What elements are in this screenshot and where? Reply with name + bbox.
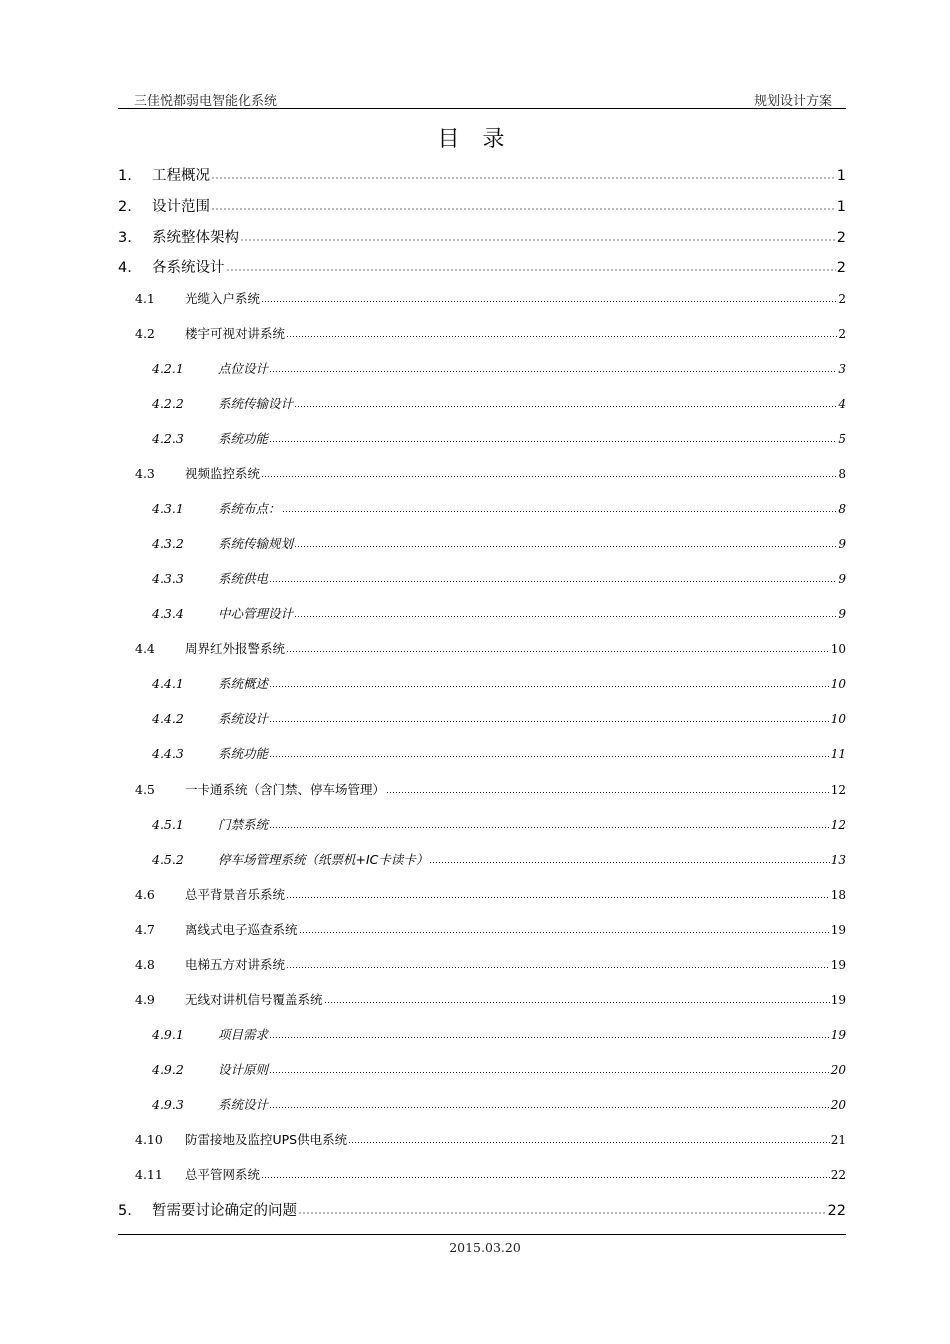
toc-dot-leader — [211, 166, 836, 181]
toc-dot-leader — [269, 746, 830, 759]
toc-entry-number: 4.5 — [135, 782, 155, 797]
toc-entry-number: 4.9.2 — [152, 1062, 184, 1077]
toc-entry[interactable] — [118, 1060, 846, 1078]
toc-entry-number: 4.3.3 — [152, 571, 184, 586]
toc-entry-number: 4.3 — [135, 466, 155, 481]
toc-entry[interactable] — [118, 534, 846, 552]
toc-entry-number: 4. — [118, 260, 132, 276]
toc-entry-page-number: 22 — [830, 1168, 846, 1182]
toc-entry-title: 暂需要讨论确定的问题 — [152, 1203, 297, 1219]
toc-dot-leader — [269, 361, 837, 374]
toc-entry-title: 系统功能 — [218, 431, 269, 446]
toc-entry[interactable] — [118, 1025, 846, 1043]
toc-entry-title: 系统概述 — [218, 676, 269, 691]
toc-entry-number: 4.7 — [135, 922, 155, 937]
toc-entry-number: 4.4.1 — [152, 676, 184, 691]
toc-entry[interactable] — [118, 1199, 846, 1220]
toc-dot-leader — [211, 197, 836, 212]
toc-entry[interactable] — [118, 780, 846, 798]
toc-entry-page-number: 10 — [830, 642, 846, 656]
toc-entry-number: 4.10 — [135, 1132, 163, 1147]
footer-rule — [118, 1234, 846, 1235]
toc-entry-number: 3. — [118, 230, 132, 246]
toc-entry-page-number: 9 — [838, 572, 846, 586]
toc-entry-page-number: 21 — [830, 1133, 846, 1147]
toc-entry-title: 中心管理设计 — [218, 606, 294, 621]
toc-entry[interactable] — [118, 639, 846, 657]
toc-entry[interactable] — [118, 674, 846, 692]
toc-dot-leader — [298, 1201, 827, 1216]
toc-entry-number: 4.3.2 — [152, 536, 184, 551]
toc-entry[interactable] — [118, 709, 846, 727]
header-project-name: 三佳悦都弱电智能化系统 — [134, 94, 278, 109]
toc-entry-number: 4.4.3 — [152, 746, 184, 761]
toc-dot-leader — [348, 1132, 830, 1145]
toc-entry-number: 4.5.2 — [152, 852, 184, 867]
toc-entry-title: 系统整体架构 — [152, 230, 239, 246]
toc-dot-leader — [269, 711, 830, 724]
toc-entry[interactable] — [118, 955, 846, 973]
toc-entry-page-number: 8 — [838, 467, 846, 481]
toc-dot-leader — [286, 641, 830, 654]
toc-entry-title: 无线对讲机信号覆盖系统 — [185, 992, 323, 1007]
toc-entry[interactable] — [118, 1095, 846, 1113]
toc-entry-title: 电梯五方对讲系统 — [185, 957, 286, 972]
toc-entry-number: 4.5.1 — [152, 817, 184, 832]
toc-entry-page-number: 13 — [830, 853, 846, 867]
toc-entry-page-number: 2 — [838, 327, 846, 341]
toc-entry[interactable] — [118, 885, 846, 903]
toc-entry-page-number: 20 — [830, 1098, 846, 1112]
toc-entry-number: 4.11 — [135, 1167, 163, 1182]
toc-dot-leader — [294, 606, 837, 619]
toc-entry[interactable] — [118, 226, 846, 247]
toc-entry-page-number: 2 — [836, 230, 846, 246]
toc-entry-title: 离线式电子巡查系统 — [185, 922, 298, 937]
toc-entry-page-number: 19 — [830, 1028, 846, 1042]
toc-entry-number: 4.2 — [135, 326, 155, 341]
toc-dot-leader — [299, 922, 830, 935]
toc-entry-number: 5. — [118, 1203, 132, 1219]
toc-entry-title: 门禁系统 — [218, 817, 269, 832]
toc-dot-leader — [294, 536, 837, 549]
toc-entry-page-number: 20 — [830, 1063, 846, 1077]
toc-entry-title: 总平管网系统 — [185, 1167, 261, 1182]
toc-entry[interactable] — [118, 464, 846, 482]
toc-entry[interactable] — [118, 164, 846, 185]
toc-entry-page-number: 1 — [836, 199, 846, 215]
toc-entry-title: 总平背景音乐系统 — [185, 887, 286, 902]
toc-dot-leader — [261, 1167, 830, 1180]
toc-entry-page-number: 10 — [830, 677, 846, 691]
toc-entry-title: 视频监控系统 — [185, 466, 261, 481]
toc-entry-page-number: 22 — [827, 1203, 846, 1219]
toc-entry[interactable] — [118, 1130, 846, 1148]
toc-entry-title: 各系统设计 — [152, 260, 225, 276]
toc-entry-number: 4.4 — [135, 641, 155, 656]
toc-dot-leader — [286, 326, 837, 339]
toc-entry-page-number: 11 — [830, 747, 846, 761]
toc-entry[interactable] — [118, 289, 846, 307]
header-rule — [118, 108, 846, 109]
toc-entry-page-number: 9 — [838, 537, 846, 551]
toc-entry-title: 工程概况 — [152, 168, 210, 184]
toc-entry[interactable] — [118, 324, 846, 342]
toc-entry-title: 设计范围 — [152, 199, 210, 215]
toc-entry-title: 系统传输设计 — [218, 396, 294, 411]
toc-entry-number: 4.9 — [135, 992, 155, 1007]
toc-entry[interactable] — [118, 1165, 846, 1183]
toc-dot-leader — [286, 957, 830, 970]
toc-entry[interactable] — [118, 850, 846, 868]
toc-entry-title: 系统布点： — [218, 501, 281, 516]
toc-entry-title: 系统设计 — [218, 711, 269, 726]
toc-entry-page-number: 19 — [830, 923, 846, 937]
toc-dot-leader — [261, 466, 837, 479]
toc-entry-page-number: 12 — [830, 783, 846, 797]
toc-entry-page-number: 4 — [838, 397, 846, 411]
toc-entry-number: 4.9.1 — [152, 1027, 184, 1042]
toc-entry-number: 1. — [118, 168, 132, 184]
toc-entry-page-number: 18 — [830, 888, 846, 902]
header-doc-type: 规划设计方案 — [753, 94, 832, 109]
toc-entry[interactable] — [118, 920, 846, 938]
toc-entry-number: 4.4.2 — [152, 711, 184, 726]
toc-entry-page-number: 19 — [830, 993, 846, 1007]
toc-entry-title: 系统功能 — [218, 746, 269, 761]
toc-entry-number: 4.8 — [135, 957, 155, 972]
toc-entry[interactable] — [118, 569, 846, 587]
toc-dot-leader — [240, 228, 836, 243]
toc-entry-title: 系统设计 — [218, 1097, 269, 1112]
toc-dot-leader — [429, 852, 829, 865]
toc-entry-number: 2. — [118, 199, 132, 215]
toc-dot-leader — [286, 887, 830, 900]
toc-entry-title: 停车场管理系统（纸票机+IC卡读卡） — [218, 852, 429, 867]
toc-title: 目 录 — [437, 127, 513, 152]
toc-entry[interactable] — [118, 394, 846, 412]
toc-entry-page-number: 12 — [830, 818, 846, 832]
toc-dot-leader — [269, 1062, 830, 1075]
toc-entry[interactable] — [118, 499, 846, 517]
toc-entry-page-number: 2 — [838, 292, 846, 306]
toc-entry-page-number: 9 — [838, 607, 846, 621]
toc-entry[interactable] — [118, 990, 846, 1008]
toc-entry-number: 4.1 — [135, 291, 155, 306]
page-header — [118, 88, 846, 108]
toc-entry[interactable] — [118, 815, 846, 833]
toc-dot-leader — [269, 817, 830, 830]
toc-dot-leader — [282, 501, 838, 514]
toc-entry-title: 周界红外报警系统 — [185, 641, 286, 656]
toc-entry-title: 系统供电 — [218, 571, 269, 586]
toc-entry-page-number: 19 — [830, 958, 846, 972]
toc-dot-leader — [269, 676, 830, 689]
toc-entry-number: 4.2.1 — [152, 361, 184, 376]
toc-dot-leader — [226, 258, 836, 273]
toc-entry-page-number: 10 — [830, 712, 846, 726]
toc-dot-leader — [294, 396, 837, 409]
toc-entry-title: 防雷接地及监控UPS供电系统 — [185, 1132, 348, 1147]
toc-dot-leader — [269, 1097, 830, 1110]
toc-entry[interactable] — [118, 359, 846, 377]
toc-entry-page-number: 2 — [836, 260, 846, 276]
toc-entry[interactable] — [118, 744, 846, 762]
toc-entry-title: 楼宇可视对讲系统 — [185, 326, 286, 341]
toc-dot-leader — [269, 571, 837, 584]
toc-entry-number: 4.3.4 — [152, 606, 184, 621]
toc-entry-title: 系统传输规划 — [218, 536, 294, 551]
footer-date: 2015.03.20 — [449, 1240, 521, 1255]
toc-entry-number: 4.3.1 — [152, 501, 184, 516]
toc-entry[interactable] — [118, 195, 846, 216]
toc-entry[interactable] — [118, 429, 846, 447]
toc-entry[interactable] — [118, 256, 846, 277]
toc-dot-leader — [324, 992, 830, 1005]
toc-entry-page-number: 1 — [836, 168, 846, 184]
toc-dot-leader — [269, 1027, 830, 1040]
toc-entry-title: 设计原则 — [218, 1062, 269, 1077]
toc-entry[interactable] — [118, 604, 846, 622]
toc-entry-page-number: 5 — [838, 432, 846, 446]
toc-entry-number: 4.2.2 — [152, 396, 184, 411]
toc-entry-number: 4.6 — [135, 887, 155, 902]
toc-dot-leader — [261, 291, 837, 304]
toc-entry-title: 点位设计 — [218, 361, 269, 376]
toc-entry-title: 项目需求 — [218, 1027, 269, 1042]
toc-entry-title: 一卡通系统（含门禁、停车场管理） — [185, 782, 386, 797]
toc-entry-page-number: 3 — [838, 362, 846, 376]
toc-entry-number: 4.2.3 — [152, 431, 184, 446]
toc-entry-number: 4.9.3 — [152, 1097, 184, 1112]
toc-entry-title: 光缆入户系统 — [185, 291, 261, 306]
toc-dot-leader — [386, 782, 830, 795]
toc-dot-leader — [269, 431, 837, 444]
toc-entry-page-number: 8 — [838, 502, 846, 516]
